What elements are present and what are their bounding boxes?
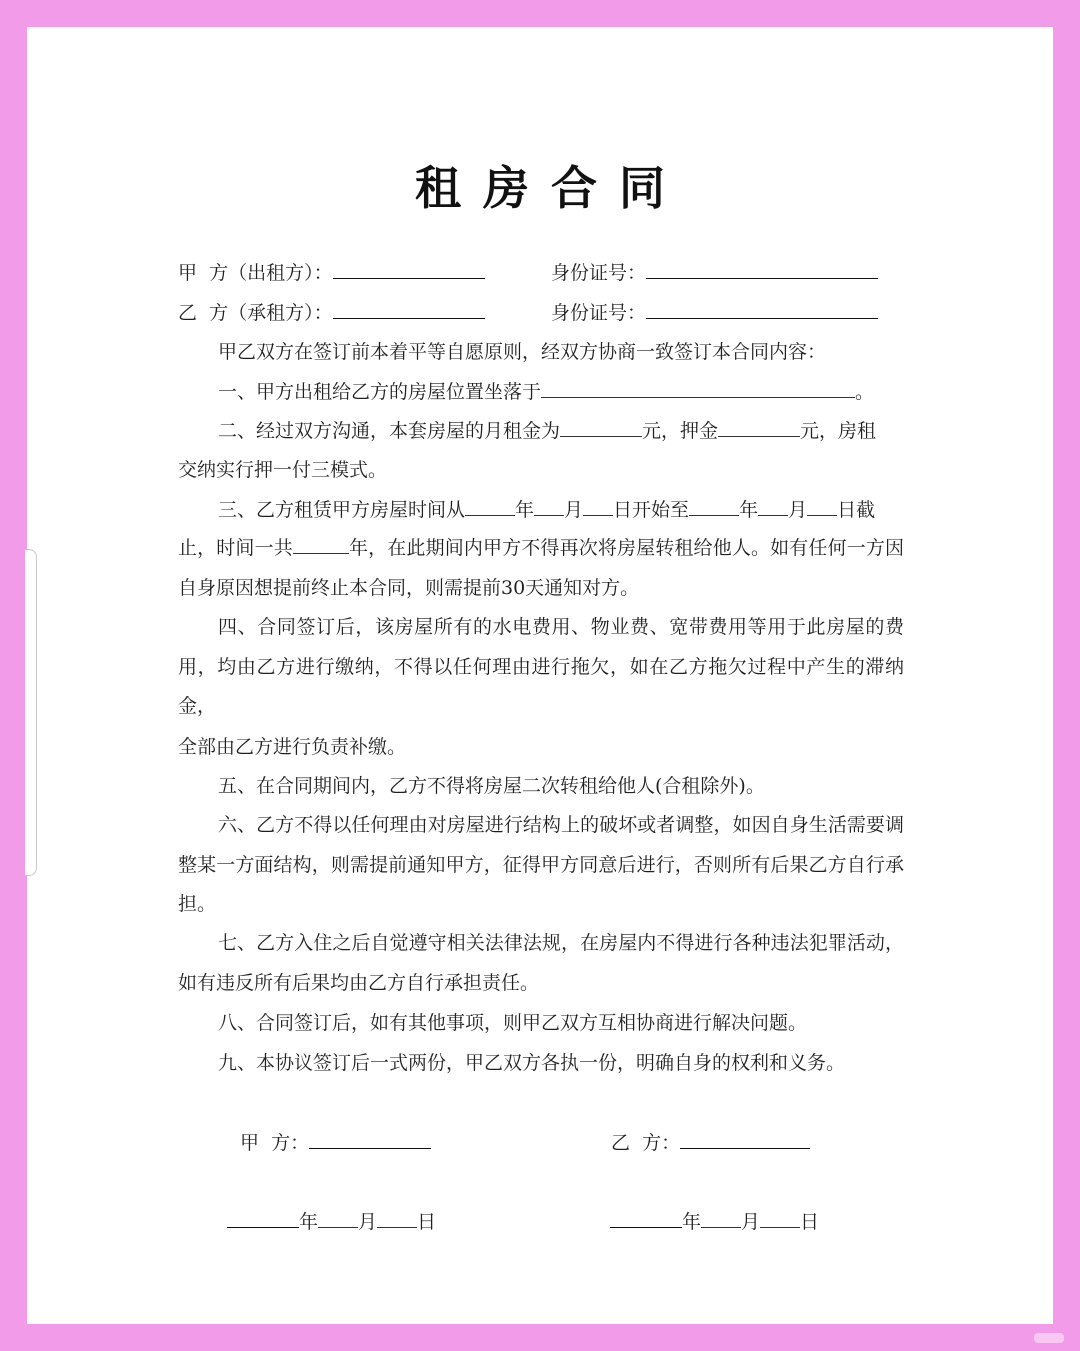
clause-7: 七、乙方入住之后自觉遵守相关法律法规，在房屋内不得进行各种违法犯罪活动，如有违反所有后果均由乙方自行承担责任。 xyxy=(178,932,904,994)
sign-party-a-label: 甲 方： xyxy=(240,1132,310,1154)
clause-2 xyxy=(218,418,876,443)
page-title: 租房合同 xyxy=(415,161,687,215)
watermark-badge xyxy=(1034,1333,1064,1343)
party-a-name-field[interactable] xyxy=(333,260,485,279)
party-b-id-row xyxy=(551,300,878,325)
party-a-id-row xyxy=(551,260,878,285)
clause-9: 九、本协议签订后一式两份，甲乙双方各执一份，明确自身的权利和义务。 xyxy=(218,1052,846,1074)
clause-2-cont: 交纳实行押一付三模式。 xyxy=(178,459,388,481)
start-year-label: 年 xyxy=(515,499,535,521)
end-month-label: 月 xyxy=(788,499,808,521)
sign-date-b-month-field[interactable] xyxy=(701,1209,741,1228)
party-a-label: 甲 方（出租方）： xyxy=(178,262,333,284)
end-day-label: 日截 xyxy=(837,499,876,521)
sign-date-b-day-field[interactable] xyxy=(760,1209,800,1228)
sign-date-a-month-field[interactable] xyxy=(318,1209,358,1228)
sign-date-a-month-label: 月 xyxy=(358,1211,378,1233)
clause-5: 五、在合同期间内，乙方不得将房屋二次转租给他人(合租除外)。 xyxy=(218,775,765,797)
start-month-field[interactable] xyxy=(534,497,564,516)
sign-date-b-year-field[interactable] xyxy=(610,1209,682,1228)
clause-3-text-b: 止，时间一共 xyxy=(178,537,293,559)
party-b-name-field[interactable] xyxy=(333,300,485,319)
sign-date-a-year-field[interactable] xyxy=(227,1209,299,1228)
sign-date-b xyxy=(610,1209,819,1234)
clause-3-text-c: 年，在此期间内甲方不得再次将房屋转租给他人。如有任何一方因自身原因想提前终止本合同，则需提前30天通知对方。 xyxy=(178,537,904,599)
house-location-field[interactable] xyxy=(541,379,855,398)
start-year-field[interactable] xyxy=(465,497,515,516)
sign-date-a-day-field[interactable] xyxy=(377,1209,417,1228)
end-day-field[interactable] xyxy=(807,497,837,516)
sign-party-b-field[interactable] xyxy=(680,1130,810,1149)
party-b-id-label: 身份证号： xyxy=(551,302,647,324)
end-year-field[interactable] xyxy=(689,497,739,516)
sign-party-b-label: 乙 方： xyxy=(611,1132,681,1154)
sign-date-b-year-label: 年 xyxy=(682,1211,702,1233)
party-b-row xyxy=(178,300,485,325)
end-month-field[interactable] xyxy=(758,497,788,516)
clause-8: 八、合同签订后，如有其他事项，则甲乙双方互相协商进行解决问题。 xyxy=(218,1012,808,1034)
start-month-label: 月 xyxy=(564,499,584,521)
party-b-label: 乙 方（承租方）： xyxy=(178,302,333,324)
sign-party-a xyxy=(240,1130,431,1155)
monthly-rent-field[interactable] xyxy=(560,418,642,437)
start-day-field[interactable] xyxy=(583,497,613,516)
sign-date-a-day-label: 日 xyxy=(417,1211,437,1233)
clause-2-text-a: 二、经过双方沟通，本套房屋的月租金为 xyxy=(218,420,561,442)
sign-party-b xyxy=(611,1130,810,1155)
start-day-label: 日开始至 xyxy=(613,499,690,521)
party-a-id-label: 身份证号： xyxy=(551,262,647,284)
clause-4: 四、合同签订后，该房屋所有的水电费用、物业费、宽带费用等用于此房屋的费用，均由乙方进行缴纳，不得以任何理由进行拖欠，如在乙方拖欠过程中产生的滞纳金， xyxy=(178,616,904,717)
clause-1-end: 。 xyxy=(855,381,875,403)
party-a-id-field[interactable] xyxy=(646,260,878,279)
clause-1-text: 一、甲方出租给乙方的房屋位置坐落于 xyxy=(218,381,542,403)
clause-2-text-b: 元，押金 xyxy=(642,420,719,442)
party-b-id-field[interactable] xyxy=(646,300,878,319)
deposit-field[interactable] xyxy=(718,418,800,437)
sign-date-b-day-label: 日 xyxy=(800,1211,820,1233)
clause-3 xyxy=(218,497,875,522)
party-a-row xyxy=(178,260,485,285)
term-years-field[interactable] xyxy=(293,535,349,554)
clause-4-cont: 全部由乙方进行负责补缴。 xyxy=(178,736,407,758)
sign-date-a xyxy=(227,1209,436,1234)
sign-party-a-field[interactable] xyxy=(309,1130,431,1149)
clause-3-cont xyxy=(178,529,904,608)
intro-text: 甲乙双方在签订前本着平等自愿原则，经双方协商一致签订本合同内容： xyxy=(218,341,827,363)
end-year-label: 年 xyxy=(739,499,759,521)
clause-2-text-c: 元，房租 xyxy=(800,420,877,442)
clause-3-text-a: 三、乙方租赁甲方房屋时间从 xyxy=(218,499,466,521)
side-scroll-tab[interactable] xyxy=(25,549,37,876)
sign-date-b-month-label: 月 xyxy=(741,1211,761,1233)
clause-6: 六、乙方不得以任何理由对房屋进行结构上的破坏或者调整，如因自身生活需要调整某一方面结构，则需提前通知甲方，征得甲方同意后进行，否则所有后果乙方自行承担。 xyxy=(178,814,904,915)
clause-1 xyxy=(218,379,874,404)
sign-date-a-year-label: 年 xyxy=(299,1211,319,1233)
